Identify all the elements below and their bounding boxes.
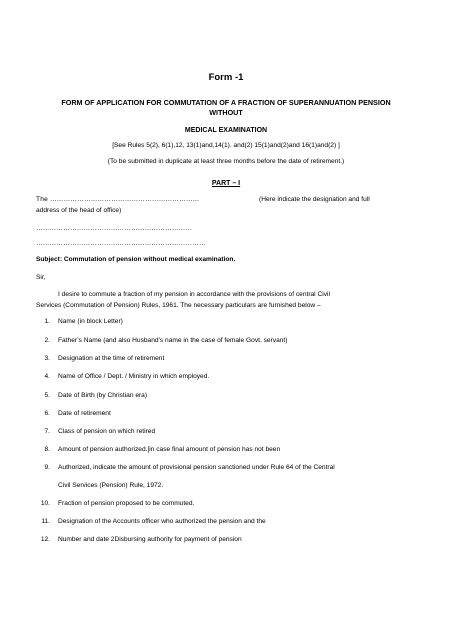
list-item: 9. Authorized, indicate the amount of provisional pension sanctioned under Rule 64 of the Central	[44, 464, 335, 471]
intro-paragraph-line1: I desire to commute a fraction of my pension in accordance with the provisions of central Civil	[58, 291, 330, 298]
list-item: 5. Date of Birth (by Christian era)	[44, 392, 148, 399]
list-item: 11. Designation of the Accounts officer who authorized the pension and the	[41, 518, 266, 525]
list-item: 4. Name of Office / Dept. / Ministry in which employed.	[44, 373, 210, 380]
list-item: 1. Name (in block Letter)	[44, 318, 123, 325]
addressee-line: The …………………………………………………………	[36, 196, 200, 203]
list-item: 8. Amount of pension authorized.[in case final amount of pension has not been	[44, 446, 281, 453]
rules-reference: [See Rules 5(2), 6(1),12, 13(1)and,14(1). and(2) 15(1)and(2)and 16(1)and(2) ]	[112, 142, 340, 149]
list-item: 10. Fraction of pension proposed to be commuted.	[40, 500, 195, 507]
part-heading: PART – I	[211, 180, 241, 187]
form-heading-line1: FORM OF APPLICATION FOR COMMUTATION OF A FRACTION OF SUPERANNUATION PENSION	[61, 98, 391, 107]
subject-line: Subject: Commutation of pension without medical examination.	[36, 256, 236, 263]
address-blank-line-2: …………………………………………………………………	[36, 240, 206, 247]
intro-paragraph-line2: Services (Commutation of Pension) Rules, 1961. The necessary particulars are furnished below –	[36, 302, 321, 309]
form-heading-line2: WITHOUT	[209, 108, 243, 117]
list-item: 12. Number and date 2Disbursing authority for payment of pension	[40, 536, 242, 543]
salutation: Sir,	[36, 274, 46, 281]
medical-examination-heading: MEDICAL EXAMINATION	[184, 127, 268, 134]
list-item: 3. Designation at the time of retirement	[44, 355, 165, 362]
form-title: Form -1	[208, 72, 244, 83]
designation-note: (Here indicate the designation and full	[259, 196, 370, 203]
address-blank-line-1: ……………………………………………………………	[36, 225, 193, 232]
list-item: 2. Father’s Name (and also Husband’s name in the case of female Govt. servant)	[44, 337, 288, 344]
submission-note: (To be submitted in duplicate at least three months before the date of retirement.)	[107, 158, 345, 165]
list-item: 7. Class of pension on which retired	[44, 428, 156, 435]
form-heading	[0, 98, 452, 118]
list-item: 6. Date of retirement	[44, 410, 111, 417]
address-note: address of the head of office)	[36, 207, 122, 214]
list-item: Civil Services (Pension) Rule, 1972.	[58, 482, 164, 489]
